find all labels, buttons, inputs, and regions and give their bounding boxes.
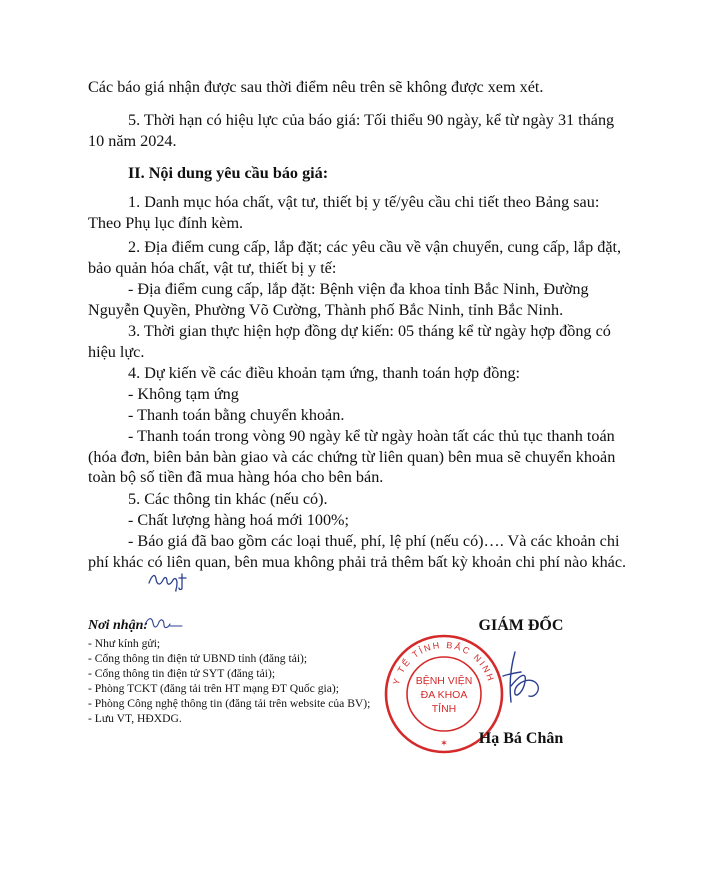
item-quality: - Chất lượng hàng hoá mới 100%; [128,511,350,529]
section-heading: II. Nội dung yêu cầu báo giá: [128,164,329,182]
recipient-item: - Lưu VT, HĐXDG. [88,711,182,725]
initial-signature-icon [146,569,192,593]
item-contract-duration: 3. Thời gian thực hiện hợp đồng dự kiến: 05 tháng kể từ ngày hợp đồng có hiệu lực. [88,322,611,361]
stamp-ring-text: Y TẾ TỈNH BẮC NINH [390,639,497,686]
item-payment-deadline: - Thanh toán trong vòng 90 ngày kể từ ngày hoàn tất các thủ tục thanh toán (hóa đơn, biên bản bàn giao và các chứng từ liên quan) bên mua sẽ chuyển khoản toàn bộ số tiền đã mua hàng hóa cho bên bán. [88,427,616,486]
recipient-item: - Cổng thông tin điện tử SYT (đăng tải); [88,666,276,680]
recipients-title: Nơi nhận: [88,618,149,633]
signer-title: GIÁM ĐỐC [478,617,564,634]
item-list-of-goods: 1. Danh mục hóa chất, vật tư, thiết bị y tế/yêu cầu chi tiết theo Bảng sau: Theo Phụ lục đính kèm. [88,193,600,232]
director-signature-icon [485,646,555,716]
closing-deadline-note: Các báo giá nhận được sau thời điểm nêu trên sẽ không được xem xét. [88,78,544,96]
item-no-advance: - Không tạm ứng [128,385,239,403]
stamp-line-1: BỆNH VIỆN [415,675,473,687]
recipient-item: - Phòng TCKT (đăng tải trên HT mạng ĐT Quốc gia); [88,681,339,695]
item-delivery-location: 2. Địa điểm cung cấp, lắp đặt; các yêu cầu về vận chuyển, cung cấp, lắp đặt, bảo quản hóa chất, vật tư, thiết bị y tế: [88,238,622,277]
item-other-info: 5. Các thông tin khác (nếu có). [128,490,328,508]
svg-text:✶: ✶ [440,739,448,749]
signer-name: Hạ Bá Chân [478,730,564,747]
quote-validity-item: 5. Thời hạn có hiệu lực của báo giá: Tối thiểu 90 ngày, kể từ ngày 31 tháng 10 năm 2024. [88,111,615,150]
recipients-list [88,637,418,726]
item-delivery-address: - Địa điểm cung cấp, lắp đặt: Bệnh viện đa khoa tỉnh Bắc Ninh, Đường Nguyễn Quyền, Phường Võ Cường, Thành phố Bắc Ninh, tỉnh Bắc Ninh. [88,280,589,319]
stamp-line-3: TỈNH [431,703,457,715]
recipient-item: - Như kính gửi; [88,637,161,650]
recipient-item: - Cổng thông tin điện tử UBND tỉnh (đăng tải); [88,651,308,665]
item-price-includes: - Báo giá đã bao gồm các loại thuế, phí, lệ phí (nếu có)…. Và các khoản chi phí khác có liên quan, bên mua không phải trả thêm bất kỳ khoản chi phí nào khác. [88,532,627,571]
recipient-item: - Phòng Công nghệ thông tin (đăng tải trên website của BV); [88,696,371,710]
recipients-initial-icon [142,613,184,635]
stamp-line-2: ĐA KHOA [420,689,468,701]
item-bank-transfer: - Thanh toán bằng chuyển khoản. [128,406,345,424]
item-payment-terms: 4. Dự kiến về các điều khoản tạm ứng, thanh toán hợp đồng: [128,364,521,382]
